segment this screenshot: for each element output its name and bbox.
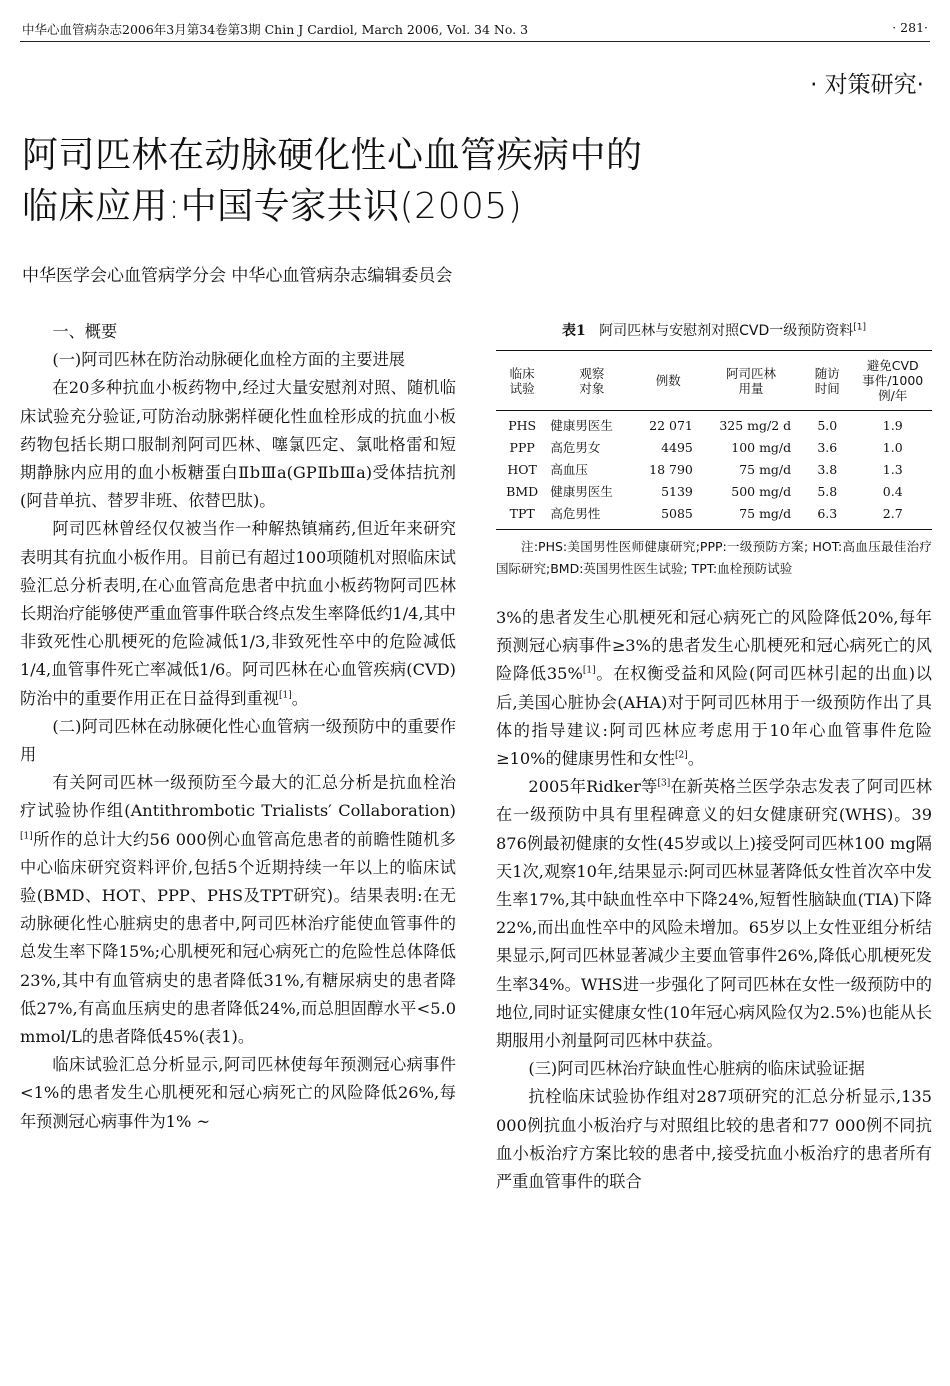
table-primary-prevention — [496, 350, 932, 530]
cell-events: 2.7 — [882, 506, 903, 521]
citation-ref: [1] — [20, 831, 33, 842]
table-caption-text: 阿司匹林与安慰剂对照CVD一级预防资料 — [599, 323, 854, 339]
article-title — [22, 130, 643, 232]
table-row — [496, 437, 932, 459]
cell-events: 1.0 — [882, 440, 903, 455]
cell-subject: 高血压 — [550, 462, 588, 477]
left-column — [20, 318, 456, 1136]
col-header-dose: 阿司匹林 用量 — [726, 365, 777, 396]
paragraph-text: 3%的患者发生心肌梗死和冠心病死亡的风险降低20%,每年预测冠心病事件≥3%的患者发生心肌梗死和冠心病死亡的风险降低35% — [496, 608, 932, 684]
cell-dose: 325 mg/2 d — [719, 418, 792, 433]
paragraph: 临床试验汇总分析显示,阿司匹林使每年预测冠心病事件<1%的患者发生心肌梗死和冠心病死亡的风险降低26%,每年预测冠心病事件为1% ~ — [20, 1055, 456, 1131]
paragraph — [496, 604, 932, 773]
cell-followup: 5.8 — [817, 484, 838, 499]
authors: 中华医学会心血管病学分会 中华心血管病杂志编辑委员会 — [22, 266, 453, 286]
subsection-heading-3: (三)阿司匹林治疗缺血性心脏病的临床试验证据 — [528, 1059, 865, 1079]
paragraph — [20, 769, 456, 1051]
paragraph-text: 在新英格兰医学杂志发表了阿司匹林在一级预防中具有里程碑意义的妇女健康研究(WHS)。39 876例最初健康的女性(45岁或以上)接受阿司匹林100 mg隔天1次,观察10年,结果显示:阿司匹林显著降低女性首次卒中发生率17%,其中缺血性卒中下降24%,短暂性脑缺血(TIA)下降22%,而出血性卒中的风险未增加。65岁以上女性亚组分析结果显示,阿司匹林显著减少主要血管事件26%,降低心肌梗死发生率34%。WHS进一步强化了阿司匹林在女性一级预防中的地位,同时证实健康女性(10年冠心病风险仅为2.5%)也能从长期服用小剂量阿司匹林中获益。 — [496, 777, 932, 1051]
paragraph-text: 。 — [687, 749, 704, 769]
citation-ref: [2] — [675, 750, 688, 761]
cell-trial: TPT — [509, 506, 535, 521]
cell-trial: PHS — [508, 418, 537, 433]
cell-n: 5085 — [661, 506, 693, 521]
paragraph-text: 有关阿司匹林一级预防至今最大的汇总分析是抗血栓治疗试验协作组(Antithrombotic Trialists′ Collaboration) — [20, 773, 456, 821]
cell-subject: 健康男医生 — [550, 484, 613, 499]
cell-subject: 高危男女 — [550, 440, 601, 455]
title-line-1: 阿司匹林在动脉硬化性心血管疾病中的 — [22, 135, 643, 176]
cell-followup: 3.8 — [817, 462, 838, 477]
cell-followup: 6.3 — [817, 506, 838, 521]
cell-n: 22 071 — [649, 418, 693, 433]
paragraph — [20, 515, 456, 712]
cell-trial: PPP — [509, 440, 535, 455]
cell-events: 1.3 — [882, 462, 903, 477]
paragraph — [496, 773, 932, 1055]
cell-followup: 5.0 — [817, 418, 838, 433]
col-header-trial: 临床 试验 — [509, 365, 535, 396]
paragraph-text: 2005年Ridker等 — [528, 777, 658, 797]
page-number: · 281· — [892, 20, 928, 35]
cell-events: 0.4 — [882, 484, 903, 499]
paragraph-text: 。 — [291, 688, 308, 708]
col-header-subject: 观察 对象 — [579, 365, 605, 396]
section-tag: · 对策研究· — [810, 72, 924, 98]
right-column — [496, 318, 932, 1196]
table-caption — [496, 320, 932, 342]
paragraph-text: 。在权衡受益和风险(阿司匹林引起的出血)以后,美国心脏协会(AHA)对于阿司匹林用于一级预防作出了具体的指导建议:阿司匹林应考虑用于10年心血管事件危险≥10%的健康男性和女性 — [496, 664, 932, 769]
cell-n: 18 790 — [649, 462, 693, 477]
table-row — [496, 459, 932, 481]
cell-subject: 高危男性 — [550, 506, 601, 521]
subsection-heading-2: (二)阿司匹林在动脉硬化性心血管病一级预防中的重要作用 — [20, 716, 456, 765]
cell-subject: 健康男医生 — [550, 418, 613, 433]
table-header-row — [496, 351, 932, 411]
cell-events: 1.9 — [882, 418, 903, 433]
subsection-heading-1: (一)阿司匹林在防治动脉硬化血栓方面的主要进展 — [52, 350, 405, 370]
cell-trial: BMD — [506, 484, 539, 499]
cell-dose: 100 mg/d — [731, 440, 792, 455]
cell-followup: 3.6 — [817, 440, 838, 455]
citation-ref: [1] — [582, 666, 596, 677]
table-row — [496, 481, 932, 503]
col-header-events: 避免CVD 事件/1000 例/年 — [862, 358, 924, 403]
header-rule — [20, 41, 930, 42]
table-label: 表1 — [562, 323, 586, 339]
paragraph-text: 阿司匹林曾经仅仅被当作一种解热镇痛药,但近年来研究表明其有抗血小板作用。目前已有超过100项随机对照临床试验汇总分析表明,在心血管高危患者中抗血小板药物阿司匹林长期治疗能够使严重血管事件联合终点发生率降低约1/4,其中非致死性心肌梗死的危险减低1/3,非致死性卒中的危险减低1/4,血管事件死亡率减低1/6。阿司匹林在心血管疾病(CVD)防治中的重要作用正在日益得到重视 — [20, 519, 456, 708]
cell-n: 4495 — [661, 440, 693, 455]
cell-n: 5139 — [661, 484, 693, 499]
cell-dose: 75 mg/d — [739, 506, 792, 521]
section-heading-overview: 一、概要 — [52, 322, 118, 341]
citation-ref: [1] — [279, 690, 292, 701]
table-row — [496, 503, 932, 530]
col-header-followup: 随访 时间 — [814, 365, 840, 396]
cell-dose: 75 mg/d — [739, 462, 792, 477]
title-line-2: 临床应用:中国专家共识(2005) — [22, 186, 523, 227]
citation-ref: [3] — [657, 778, 671, 789]
paragraph-text: 所作的总计大约56 000例心血管高危患者的前瞻性随机多中心临床研究资料评价,包括5个近期持续一年以上的临床试验(BMD、HOT、PPP、PHS及TPT研究)。结果表明:在无动脉硬化性心脏病史的患者中,阿司匹林治疗能使血管事件的总发生率下降15%;心肌梗死和冠心病死亡的危险性总体降低23%,其中有血管病史的患者降低31%,有糖尿病史的患者降低27%,有高血压病史的患者降低24%,而总胆固醇水平<5.0 mmol/L的患者降低45%(表1)。 — [20, 829, 456, 1047]
running-header-journal: 中华心血管病杂志2006年3月第34卷第3期 Chin J Cardiol, March 2006, Vol. 34 No. 3 — [22, 22, 529, 37]
citation-ref: [1] — [853, 322, 866, 333]
paragraph: 抗栓临床试验协作组对287项研究的汇总分析显示,135 000例抗血小板治疗与对照组比较的患者和77 000例不同抗血小板治疗方案比较的患者中,接受抗血小板治疗的患者所有严重血管事件的联合 — [496, 1087, 932, 1192]
cell-trial: HOT — [507, 462, 537, 477]
col-header-n: 例数 — [655, 373, 681, 388]
table-row — [496, 411, 932, 438]
table-note: 注:PHS:美国男性医师健康研究;PPP:一级预防方案; HOT:高血压最佳治疗国际研究;BMD:英国男性医生试验; TPT:血栓预防试验 — [496, 539, 932, 576]
paragraph: 在20多种抗血小板药物中,经过大量安慰剂对照、随机临床试验充分验证,可防治动脉粥样硬化性血栓形成的抗血小板药物包括长期口服制剂阿司匹林、噻氯匹定、氯吡格雷和短期静脉内应用的血小板糖蛋白ⅡbⅢa(GPⅡbⅢa)受体拮抗剂(阿昔单抗、替罗非班、依替巴肽)。 — [20, 378, 456, 511]
cell-dose: 500 mg/d — [731, 484, 792, 499]
